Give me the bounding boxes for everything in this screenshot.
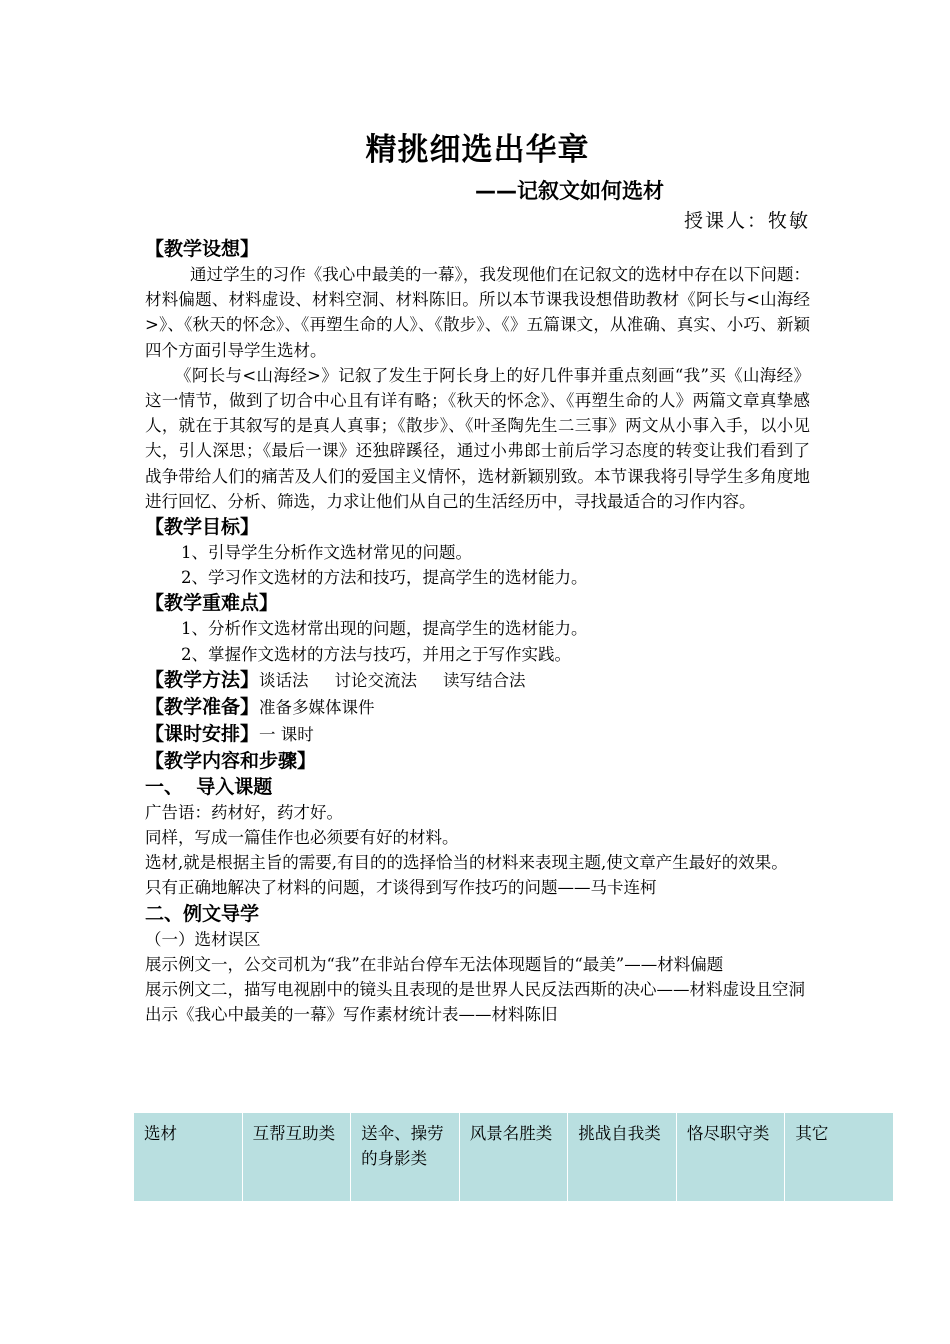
part2-heading: 二、例文导学	[145, 902, 260, 925]
table-cell: 送伞、操劳的身影类	[351, 1113, 460, 1202]
page-subtitle: ——记叙文如何选材	[475, 179, 664, 203]
table-cell: 风景名胜类	[459, 1113, 568, 1202]
part1-line-2: 同样，写成一篇佳作也必须要有好的材料。	[145, 828, 459, 848]
table-cell: 其它	[785, 1113, 894, 1202]
prep-heading: 【教学准备】	[145, 695, 260, 718]
method-item-2: 讨论交流法	[334, 670, 418, 690]
author-line: 授课人：牧敏	[683, 210, 810, 232]
table-cell: 互帮互助类	[242, 1113, 351, 1202]
goal-item-2: 2、学习作文选材的方法和技巧，提高学生的选材能力。	[181, 568, 588, 588]
prep-text: 准备多媒体课件	[259, 697, 375, 717]
material-stats-table	[133, 1112, 894, 1202]
methods-heading: 【教学方法】	[145, 668, 260, 691]
page-title: 精挑细选出华章	[365, 132, 590, 168]
part1-line-3: 选材,就是根据主旨的需要,有目的的选择恰当的材料来表现主题,使文章产生最好的效果。	[145, 853, 788, 873]
part1-line-1: 广告语：药材好，药才好。	[145, 802, 343, 822]
content-heading: 【教学内容和步骤】	[145, 749, 317, 772]
keypoint-item-1: 1、分析作文选材常出现的问题，提高学生的选材能力。	[181, 619, 588, 639]
schedule-text: 一 课时	[259, 724, 314, 744]
method-item-1: 谈话法	[259, 670, 309, 690]
schedule-row	[145, 721, 810, 748]
table-cell: 挑战自我类	[568, 1113, 677, 1202]
design-heading: 【教学设想】	[145, 238, 260, 260]
keypoint-item-2: 2、掌握作文选材的方法与技巧，并用之于写作实践。	[181, 644, 571, 664]
prep-row	[145, 694, 810, 721]
goal-item-1: 1、引导学生分析作文选材常见的问题。	[181, 543, 472, 563]
part1-heading: 一、 导入课题	[145, 775, 273, 798]
part2-line-1: 展示例文一，公交司机为“我”在非站台停车无法体现题旨的“最美”——材料偏题	[145, 954, 724, 974]
document-page	[145, 128, 810, 1027]
part2-subheading: （一）选材误区	[145, 929, 261, 949]
table-cell: 恪尽职守类	[676, 1113, 785, 1202]
table-cell: 选材	[134, 1113, 243, 1202]
part2-line-2: 展示例文二，描写电视剧中的镜头且表现的是世界人民反法西斯的决心——材料虚设且空洞	[145, 980, 805, 1000]
methods-row	[145, 667, 810, 694]
design-paragraph-1: 通过学生的习作《我心中最美的一幕》，我发现他们在记叙文的选材中存在以下问题：材料偏题、材料虚设、材料空洞、材料陈旧。所以本节课我设想借助教材《阿长与<山海经>》、《秋天的怀念》、《再塑生命的人》、《散步》、《》五篇课文，从准确、真实、小巧、新颖四个方面引导学生选材。	[145, 265, 810, 360]
part1-line-4: 只有正确地解决了材料的问题，才谈得到写作技巧的问题——马卡连柯	[145, 878, 657, 898]
keypoints-heading: 【教学重难点】	[145, 592, 279, 615]
goals-heading: 【教学目标】	[145, 516, 260, 539]
method-item-3: 读写结合法	[443, 670, 526, 690]
part2-line-3: 出示《我心中最美的一幕》写作素材统计表——材料陈旧	[145, 1005, 558, 1025]
table-row	[134, 1113, 894, 1202]
schedule-heading: 【课时安排】	[145, 722, 260, 745]
design-paragraph-2: 《阿长与<山海经>》记叙了发生于阿长身上的好几件事并重点刻画“我”买《山海经》这一情节，做到了切合中心且有详有略；《秋天的怀念》、《再塑生命的人》两篇文章真挚感人，就在于其叙写的是真人真事；《散步》、《叶圣陶先生二三事》两文从小事入手，以小见大，引人深思；《最后一课》还独辟蹊径，通过小弗郎士前后学习态度的转变让我们看到了战争带给人们的痛苦及人们的爱国主义情怀，选材新颖别致。本节课我将引导学生多角度地进行回忆、分析、筛选，力求让他们从自己的生活经历中，寻找最适合的习作内容。	[145, 365, 810, 511]
